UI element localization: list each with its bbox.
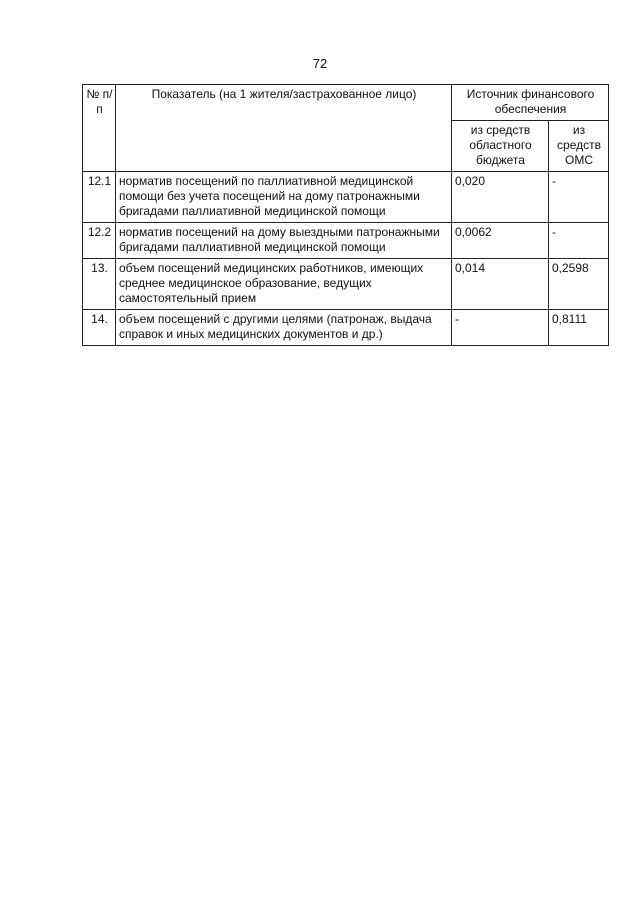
row-indicator: норматив посещений на дому выездными патронажными бригадами паллиативной медицинской помощи [116, 223, 452, 259]
header-funding-source: Источник финансового обеспечения [452, 85, 609, 121]
row-indicator: объем посещений с другими целями (патронаж, выдача справок и иных медицинских документов и др.) [116, 310, 452, 346]
row-oms-value: - [549, 223, 609, 259]
row-number: 12.2 [83, 223, 116, 259]
row-regional-value: 0,014 [452, 259, 549, 310]
row-oms-value: - [549, 172, 609, 223]
row-indicator: объем посещений медицинских работников, имеющих среднее медицинское образование, ведущих самостоятельный прием [116, 259, 452, 310]
table-row [83, 259, 609, 310]
header-oms: из средств ОМС [549, 121, 609, 172]
header-indicator: Показатель (на 1 жителя/застрахованное лицо) [116, 85, 452, 172]
row-oms-value: 0,2598 [549, 259, 609, 310]
row-regional-value: 0,0062 [452, 223, 549, 259]
header-number: № п/п [83, 85, 116, 172]
row-oms-value: 0,8111 [549, 310, 609, 346]
row-number: 13. [83, 259, 116, 310]
row-number: 14. [83, 310, 116, 346]
indicators-table [82, 84, 609, 346]
page-number: 72 [312, 56, 328, 71]
row-indicator: норматив посещений по паллиативной медицинской помощи без учета посещений на дому патронажными бригадами паллиативной медицинской помощи [116, 172, 452, 223]
row-regional-value: - [452, 310, 549, 346]
row-regional-value: 0,020 [452, 172, 549, 223]
table-header-row [83, 85, 609, 121]
table-row [83, 223, 609, 259]
table-row [83, 172, 609, 223]
header-regional-budget: из средств областного бюджета [452, 121, 549, 172]
table-row [83, 310, 609, 346]
row-number: 12.1 [83, 172, 116, 223]
